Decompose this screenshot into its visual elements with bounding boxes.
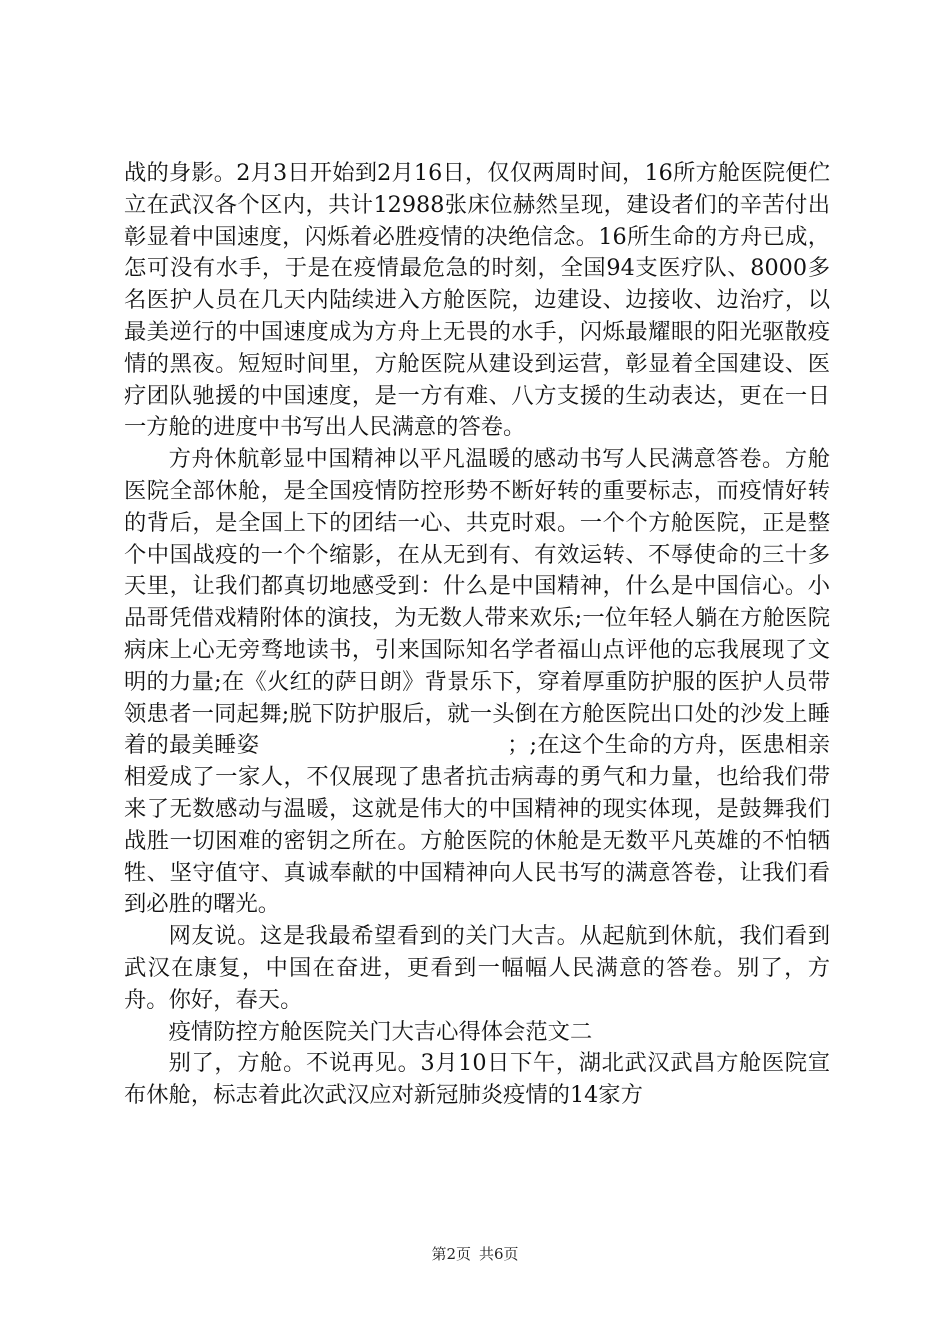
section-heading: 疫情防控方舱医院关门大吉心得体会范文二 xyxy=(168,1018,593,1045)
paragraph-2: 方舟休航彰显中国精神以平凡温暖的感动书写人民满意答卷。方舱医院全部休舱，是全国疫情防控形势不断好转的重要标志，而疫情好转的背后，是全国上下的团结一心、共克时艰。一个个方舱医院，正是整个中国战疫的一个个缩影，在从无到有、有效运转、不辱使命的三十多天里，让我们都真切地感受到：什么是中国精神，什么是中国信心。小品哥凭借戏精附体的演技，为无数人带来欢乐;一位年轻人躺在方舱医院病床上心无旁骛地读书，引来国际知名学者福山点评他的忘我展现了文明的力量;在《火红的萨日朗》背景乐下，穿着厚重防护服的医护人员带领患者一同起舞;脱下防护服后，就一头倒在方舱医院出口处的沙发上睡着的最美睡姿 ；;在这个生命的方舟，医患相亲相爱成了一家人，不仅展现了患者抗击病毒的勇气和力量，也给我们带来了无数感动与温暖，这就是伟大的中国精神的现实体现，是鼓舞我们战胜一切困难的密钥之所在。方舱医院的休舱是无数平凡英雄的不怕牺牲、坚守值守、真诚奉献的中国精神向人民书写的满意答卷，让我们看到必胜的曙光。 xyxy=(124,446,830,918)
page-footer xyxy=(0,1243,950,1264)
page-number-total: 共6页 xyxy=(479,1245,519,1263)
paragraph-4: 别了，方舱。不说再见。3月10日下午，湖北武汉武昌方舱医院宣布休舱，标志着此次武汉应对新冠肺炎疫情的14家方 xyxy=(124,1050,830,1109)
page-number-current: 第2页 xyxy=(431,1245,471,1263)
paragraph-3: 网友说。这是我最希望看到的关门大吉。从起航到休航，我们看到武汉在康复，中国在奋进，更看到一幅幅人民满意的答卷。别了，方舟。你好，春天。 xyxy=(124,923,830,1013)
document-body xyxy=(124,158,830,1112)
paragraph-1: 战的身影。2月3日开始到2月16日，仅仅两周时间，16所方舱医院便伫立在武汉各个区内，共计12988张床位赫然呈现，建设者们的辛苦付出彰显着中国速度，闪烁着必胜疫情的决绝信念。16所生命的方舟已成，怎可没有水手，于是在疫情最危急的时刻，全国94支医疗队、8000多名医护人员在几天内陆续进入方舱医院，边建设、边接收、边治疗，以最美逆行的中国速度成为方舟上无畏的水手，闪烁最耀眼的阳光驱散疫情的黑夜。短短时间里，方舱医院从建设到运营，彰显着全国建设、医疗团队驰援的中国速度，是一方有难、八方支援的生动表达，更在一日一方舱的进度中书写出人民满意的答卷。 xyxy=(124,160,830,441)
